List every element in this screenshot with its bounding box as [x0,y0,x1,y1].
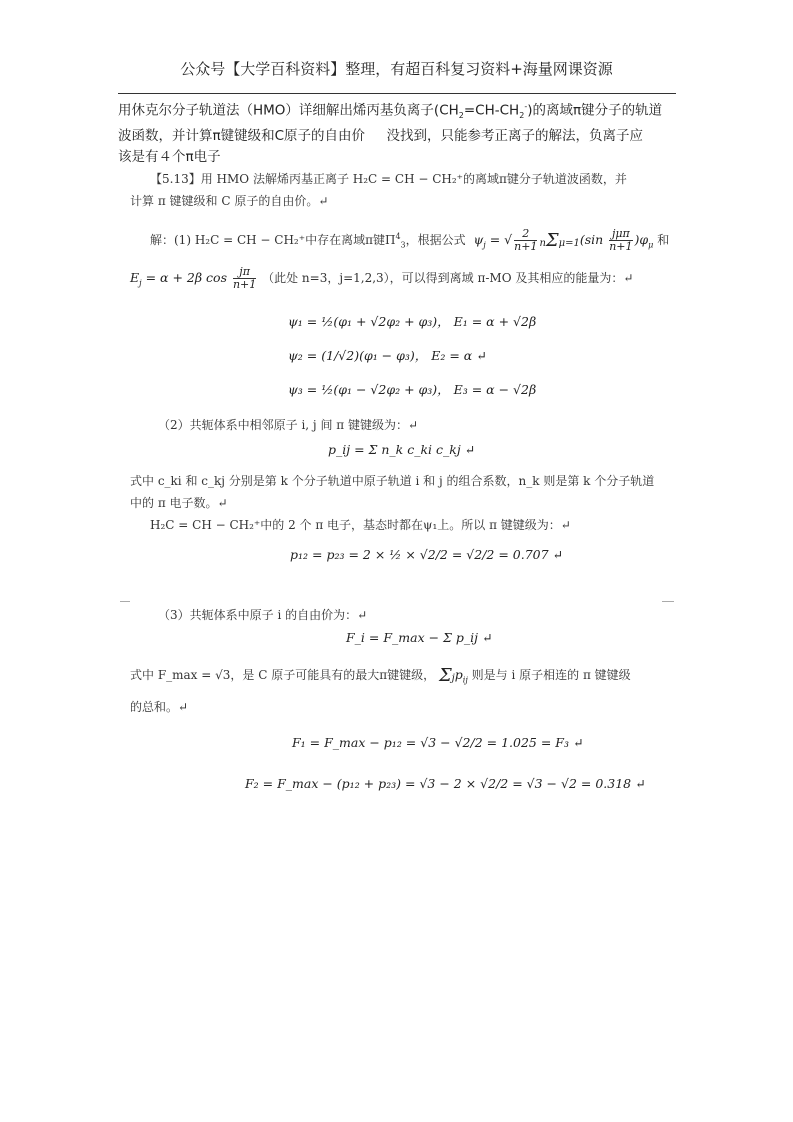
page-header: 公众号【大学百科资料】整理，有超百科复习资料+海量网课资源 [180,60,613,78]
section-2-calculation: H₂C = CH − CH₂⁺中的 2 个 π 电子，基态时都在ψ₁上。所以 π 键键级为：↵ [150,518,571,532]
section-2-explanation-2: 中的 π 电子数。↵ [130,496,228,510]
intro-line1: 用休克尔分子轨道法（HMO）详细解出烯丙基负离子(CH [118,102,459,119]
problem-line1: 【5.13】用 HMO 法解烯丙基正离子 H₂C = CH − CH₂⁺的离域π键分子轨道波函数，并 [150,172,627,186]
psi3-equation: ψ₃ = ½(φ₁ − √2φ₂ + φ₃)， E₃ = α − √2β [288,382,537,397]
section-2-explanation-1: 式中 c_ki 和 c_kj 分别是第 k 个分子轨道中原子轨道 i 和 j 的组合系数，n_k 则是第 k 个分子轨道 [130,474,655,488]
problem-line2: 计算 π 键键级和 C 原子的自由价。↵ [130,194,329,208]
psi2-equation: ψ₂ = (1/√2)(φ₁ − φ₃)， E₂ = α ↵ [288,348,487,363]
psi1-equation: ψ₁ = ½(φ₁ + √2φ₂ + φ₃)， E₁ = α + √2β [288,314,537,329]
section-3-heading: （3）共轭体系中原子 i 的自由价为：↵ [158,608,368,622]
page-break-right [662,601,674,602]
bond-order-value: p₁₂ = p₂₃ = 2 × ½ × √2/2 = √2/2 = 0.707 ↵ [290,547,564,562]
section-3-explanation-1: 式中 F_max = √3，是 C 原子可能具有的最大π键键级， Σjp$_{ij}$ 则是与 i 原子相连的 π 键键级 [130,664,631,686]
free-valence-formula: F_i = F_max − Σ p_ij ↵ [346,630,493,645]
header-rule [118,93,676,94]
bond-order-formula: p_ij = Σ n_k c_ki c_kj ↵ [328,442,476,457]
free-valence-f1: F₁ = F_max − p₁₂ = √3 − √2/2 = 1.025 = F₃ ↵ [292,735,584,750]
solution-1: 解：(1) H₂C = CH − CH₂⁺中存在离域π键$\Pi^4_3$，根据公式 $\psi_j$ = √ $\frac{2}{n+1}$ nΣμ=1(sin $\frac{\text{jμπ}}{n+1}$ )$\varphi_\mu$ 和 [150,227,670,253]
section-2-heading: （2）共轭体系中相邻原子 i, j 间 π 键键级为：↵ [158,418,419,432]
energy-line: $E_j = \alpha + 2\beta$ cos $\frac{j\pi}{n+1}$ （此处 n=3，j=1,2,3），可以得到离域 π-MO 及其相应的能量为：↵ [130,265,634,291]
question-intro: 用休克尔分子轨道法（HMO）详细解出烯丙基负离子$(CH_2=CH-CH_2^-)$的离域π键分子的轨道 波函数，并计算π键键级和C原子的自由价 没找到，只能参考正离子的解法，负离子应 该是有４个π电子 [118,102,663,166]
page-break-left [120,601,130,602]
intro-line2: 波函数，并计算π键键级和C原子的自由价 [118,128,366,145]
free-valence-f2: F₂ = F_max − (p₁₂ + p₂₃) = √3 − 2 × √2/2 = √3 − √2 = 0.318 ↵ [245,776,646,791]
section-3-explanation-2: 的总和。↵ [130,700,189,714]
intro-line3: 该是有４个π电子 [118,149,221,166]
